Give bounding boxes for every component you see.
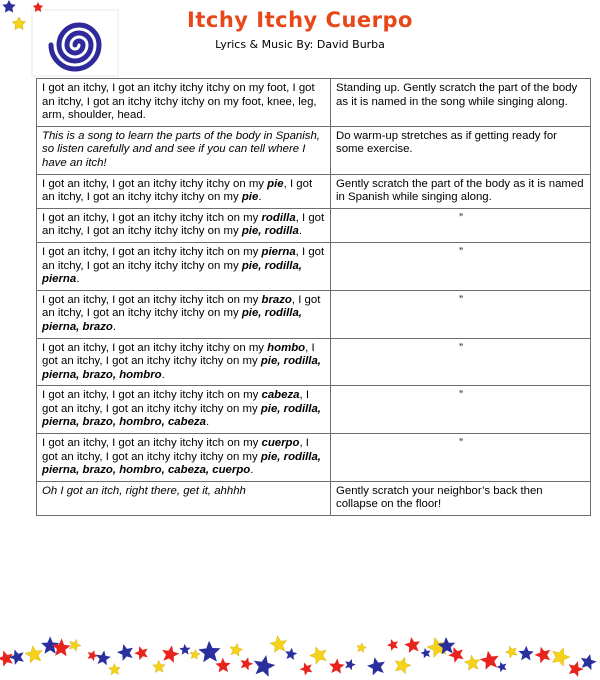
border-star-icon [421,648,431,658]
spanish-word: cuerpo [261,437,300,450]
border-star-icon [310,647,327,664]
ditto-mark: ” [331,242,591,290]
ditto-mark: ” [331,290,591,338]
border-star-icon [270,636,287,653]
border-star-icon [96,650,111,665]
spanish-word: hombo [267,341,306,354]
spanish-word: pierna [261,245,296,258]
border-star-icon [497,662,507,673]
border-star-icon [134,646,148,660]
border-star-icon [345,659,356,670]
border-star-icon [254,655,275,677]
spanish-word: rodilla [261,211,296,224]
lyrics-table [36,78,591,516]
lyric-cell: I got an itchy, I got an itchy itchy itch on my cabeza, I got an itchy, I got an itchy itchy itchy on my pie, rodilla, pierna, brazo, hombro, cabeza. [37,386,331,434]
border-star-icon [518,646,533,661]
star-border [0,634,600,680]
lyric-cell: I got an itchy, I got an itchy itchy itchy on my foot, I got an itchy, I got an itchy itchy itchy on my foot, knee, leg, arm, shoulder, head. [37,79,331,127]
table-row [37,481,591,515]
border-star-icon [395,657,411,674]
table-row [37,208,591,242]
table-row [37,338,591,386]
table-row [37,79,591,127]
ditto-mark: ” [331,386,591,434]
table-row [37,174,591,208]
lyric-cell: I got an itchy, I got an itchy itchy itch on my cuerpo, I got an itchy, I got an itchy itchy itchy on my pie, rodilla, pierna, brazo, hombro, cabeza, cuerpo. [37,434,331,482]
border-star-icon [505,646,517,658]
border-star-icon [179,644,190,655]
ditto-mark: ” [331,338,591,386]
border-star-icon [88,650,99,661]
border-star-icon [153,660,166,672]
border-star-icon [552,648,570,666]
action-cell: Gently scratch the part of the body as it is named in Spanish while singing along. [331,174,591,208]
table-row [37,290,591,338]
border-star-icon [367,657,385,675]
border-star-icon [357,643,367,653]
spanish-word-list: pie, rodilla, pierna, brazo [42,307,302,333]
action-cell: Do warm-up stretches as if getting ready for some exercise. [331,126,591,174]
border-star-icon [387,639,398,651]
table-row [37,242,591,290]
lyric-cell: I got an itchy, I got an itchy itchy itch on my pierna, I got an itchy, I got an itchy itchy itchy on my pie, rodilla, pierna. [37,242,331,290]
lyric-cell: I got an itchy, I got an itchy itchy itchy on my hombo, I got an itchy, I got an itchy itchy itchy on my pie, rodilla, pierna, brazo, hombro. [37,338,331,386]
spanish-word-list: pie, rodilla, pierna [42,259,302,286]
action-cell: Standing up. Gently scratch the part of the body as it is named in the song while singing along. [331,79,591,127]
spanish-word: pie [241,191,259,204]
border-star-icon [190,649,200,659]
lyric-cell: Oh I got an itch, right there, get it, ahhhh [37,481,331,515]
spanish-word: pie [267,177,284,190]
table-row [37,434,591,482]
border-star-icon [117,644,133,661]
action-cell: Gently scratch your neighbor’s back then collapse on the floor! [331,481,591,515]
border-star-icon [109,663,121,674]
ditto-mark: ” [331,208,591,242]
spanish-word-list: pie, rodilla, pierna, brazo, hombro, cabeza [42,402,321,429]
lyric-cell: I got an itchy, I got an itchy itchy itch on my rodilla, I got an itchy, I got an itchy itchy itchy on my pie, rodilla. [37,208,331,242]
spanish-word: cabeza [261,389,300,402]
border-star-icon [535,647,551,664]
border-star-icon [480,651,499,670]
border-star-icon [300,663,313,676]
spanish-word-list: pie, rodilla [241,225,299,238]
song-credits: Lyrics & Music By: David Burba [215,38,385,51]
border-star-icon [215,658,230,673]
spanish-word-list: pie, rodilla, pierna, brazo, hombro, cabeza, cuerpo [42,450,321,477]
border-star-icon [162,645,179,663]
border-star-icon [464,655,479,670]
border-star-icon [404,637,420,653]
border-star-icon [581,654,597,670]
border-star-icon [52,638,70,656]
spanish-word-list: pie, rodilla, pierna, brazo, hombro [42,355,321,381]
border-star-icon [285,648,297,660]
border-star-icon [25,646,42,663]
table-row [37,386,591,434]
lyric-cell: I got an itchy, I got an itchy itchy itch on my brazo, I got an itchy, I got an itchy itchy itchy on my pie, rodilla, pierna, brazo. [37,290,331,338]
lyric-cell: I got an itchy, I got an itchy itchy itchy on my pie, I got an itchy, I got an itchy itchy itchy on my pie. [37,174,331,208]
spanish-word: brazo [261,293,292,306]
border-star-icon [0,651,13,667]
lyric-cell: This is a song to learn the parts of the body in Spanish, so listen carefully and and see if you can tell where I have an itch! [37,126,331,174]
ditto-mark: ” [331,434,591,482]
border-star-icon [230,643,243,656]
border-star-icon [569,661,584,677]
song-title: Itchy Itchy Cuerpo [187,8,413,32]
border-star-icon [241,657,254,670]
border-star-icon [198,641,220,662]
border-star-icon [329,659,345,674]
table-row [37,126,591,174]
border-star-icon [70,639,81,651]
